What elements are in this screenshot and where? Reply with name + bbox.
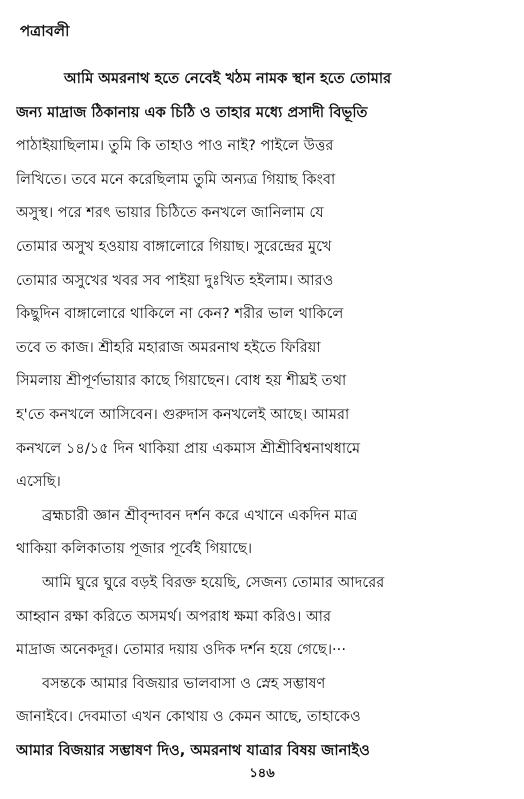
text-line: তোমার অসুখের খবর সব পাইয়া দুঃখিত হইলাম। আরও [16, 271, 334, 289]
text-line: মাদ্রাজ অনেকদূর। তোমার দয়ায় ওদিক দর্শন হয়ে গেছে।··· [16, 641, 346, 659]
text-line: জানাইবে। দেবমাতা এখন কোথায় ও কেমন আছে, তাহাকেও [16, 708, 361, 726]
text-line: তোমার অসুখ হওয়ায় বাঙ্গালোরে গিয়াছ। সুরেন্দ্রের মুখে [16, 237, 332, 255]
text-line: আমার বিজয়ার সম্ভাষণ দিও, অমরনাথ যাত্রার বিষয় জানাইও [16, 741, 370, 759]
text-line: ব্রহ্মচারী জ্ঞান শ্রীবৃন্দাবন দর্শন করে এখানে একদিন মাত্র [42, 506, 358, 524]
text-line: বসন্তকে আমার বিজয়ার ভালবাসা ও স্নেহ সম্ভাষণ [42, 674, 326, 692]
letter-body [16, 62, 508, 767]
text-line: এসেছি। [16, 473, 61, 491]
text-line: জন্য মাদ্রাজ ঠিকানায় এক চিঠি ও তাহার মধ্যে প্রসাদী বিভূতি [16, 103, 368, 121]
text-line: কিছুদিন বাঙ্গালোরে থাকিলে না কেন? শরীর ভাল থাকিলে [16, 305, 344, 323]
running-header: পত্রাবলী [20, 22, 70, 40]
text-line: আমি ঘুরে ঘুরে বড়ই বিরক্ত হয়েছি, সেজন্য তোমার আদরের [42, 573, 385, 591]
text-line: অসুস্থ। পরে শরৎ ভায়ার চিঠিতে কনখলে জানিলাম যে [16, 204, 324, 222]
text-line: লিখিতে। তবে মনে করেছিলাম তুমি অন্যত্র গিয়াছ কিংবা [16, 170, 336, 188]
text-line: কনখলে ১৪/১৫ দিন থাকিয়া প্রায় একমাস শ্রীশ্রীবিশ্বনাথধামে [16, 439, 361, 457]
text-line: আমি অমরনাথ হতে নেবেই খঠম নামক স্থান হতে তোমার [64, 70, 392, 87]
text-line: সিমলায় শ্রীপূর্ণভায়ার কাছে গিয়াছেন। বোধ হয় শীঘ্রই তথা [16, 372, 347, 390]
text-line: পাঠাইয়াছিলাম। তুমি কি তাহাও পাও নাই? পাইলে উত্তর [16, 137, 334, 155]
text-line: আহ্বান রক্ষা করিতে অসমর্থ। অপরাধ ক্ষমা করিও। আর [16, 607, 331, 625]
text-line: হ'তে কনখলে আসিবেন। গুরুদাস কনখলেই আছে। আমরা [16, 405, 350, 423]
text-line: তবে ত কাজ। শ্রীহরি মহারাজ অমরনাথ হইতে ফিরিয়া [16, 338, 321, 356]
text-line: থাকিয়া কলিকাতায় পূজার পূর্বেই গিয়াছে। [16, 540, 253, 558]
page-number: ১৪৬ [249, 766, 275, 781]
